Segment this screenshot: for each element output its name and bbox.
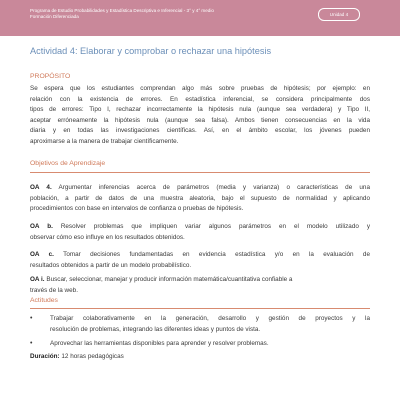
objetivos-heading: Objetivos de Aprendizaje: [30, 160, 106, 167]
program-header: [30, 8, 214, 20]
oa-text: Tomar decisiones fundamentadas en evidencia estadística y/o en la evaluación de: [53, 251, 370, 258]
paragraph-line: [30, 250, 370, 261]
paragraph-line: aproximarse a la manera de trabajar científicamente.: [30, 137, 179, 145]
paragraph-line: [30, 183, 370, 194]
paragraph-line: [30, 275, 370, 286]
oa-text: Buscar, seleccionar, manejar y producir información matemática/cuantitativa confiable a: [44, 276, 293, 283]
duracion-line: [30, 352, 370, 363]
list-item: [30, 314, 370, 335]
program-title: Programa de Estudio Probabilidades y Estadística Descriptiva e Inferencial - 3° y 4° medio: [30, 8, 214, 13]
bullet-icon: •: [30, 315, 33, 322]
oa-code: OA c.: [30, 251, 54, 258]
unit-badge: Unidad 4: [318, 8, 360, 21]
oab-paragraph: [30, 222, 370, 243]
paragraph-line: aceptar erróneamente la hipótesis nula (aunque sea falsa). Ambos tienen consecuencias en la vida: [30, 116, 370, 124]
paragraph-line: relación con la existencia de errores. En estadística inferencial, se considera principalmente dos: [30, 95, 370, 103]
oa-code: OA b.: [30, 223, 53, 230]
duracion-value: 12 horas pedagógicas: [59, 353, 124, 360]
paragraph-line: tipos de errores: Tipo I, rechazar incorrectamente la hipótesis nula (aunque sea verdadera) y Tipo II,: [30, 106, 370, 114]
paragraph-line: resultados obtenidos a partir de un modelo probabilístico.: [30, 261, 192, 269]
actitudes-heading: Actitudes: [30, 297, 58, 304]
paragraph-line: resolución de problemas, integrando las diferentes ideas y puntos de vista.: [50, 325, 261, 333]
paragraph-line: Aprovechar las herramientas disponibles para aprender y resolver problemas.: [50, 340, 269, 348]
paragraph-line: través de la web.: [30, 286, 78, 294]
oa4-paragraph: [30, 183, 370, 215]
oac-paragraph: [30, 250, 370, 271]
activity-title: Actividad 4: Elaborar y comprobar o rechazar una hipótesis: [30, 46, 272, 56]
list-item: [30, 339, 370, 350]
paragraph-line: [30, 352, 370, 363]
oa-code: OA 4.: [30, 184, 52, 191]
bullet-icon: •: [30, 340, 33, 348]
section-divider: [30, 172, 370, 173]
paragraph-line: Se espera que los estudiantes comprendan algo más sobre pruebas de hipótesis; por ejemplo: en: [30, 85, 370, 92]
paragraph-line: observar cómo eso influye en los resultados obtenidos.: [30, 233, 185, 241]
actitudes-list: [30, 314, 370, 350]
oa-text: Resolver problemas que impliquen variar algunos parámetros en el modelo utilizado y: [52, 223, 371, 230]
paragraph-line: población, a partir de datos de una muestra aleatoria, bajo el supuesto de normalidad y aplicando: [30, 194, 370, 202]
proposito-paragraph: [30, 84, 370, 148]
oa-text: Argumentar inferencias acerca de parámetros (media y varianza) o características de una: [51, 184, 370, 191]
paragraph-line: procedimientos con base en intervalos de confianza o pruebas de hipótesis.: [30, 205, 244, 213]
paragraph-line: diaria y en todas las investigaciones científicas. Así, en el ámbito escolar, los jóvenes pueden: [30, 127, 370, 135]
paragraph-line: Trabajar colaborativamente en la generación, desarrollo y gestión de proyectos y la: [50, 315, 370, 322]
oa-code: OA i.: [30, 276, 45, 283]
proposito-heading: PROPÓSITO: [30, 73, 71, 80]
paragraph-line: [30, 222, 370, 233]
program-subtitle: Formación Diferenciada: [30, 14, 79, 19]
duracion-label: Duración:: [30, 353, 60, 360]
section-divider: [30, 308, 370, 309]
oai-paragraph: [30, 275, 370, 296]
